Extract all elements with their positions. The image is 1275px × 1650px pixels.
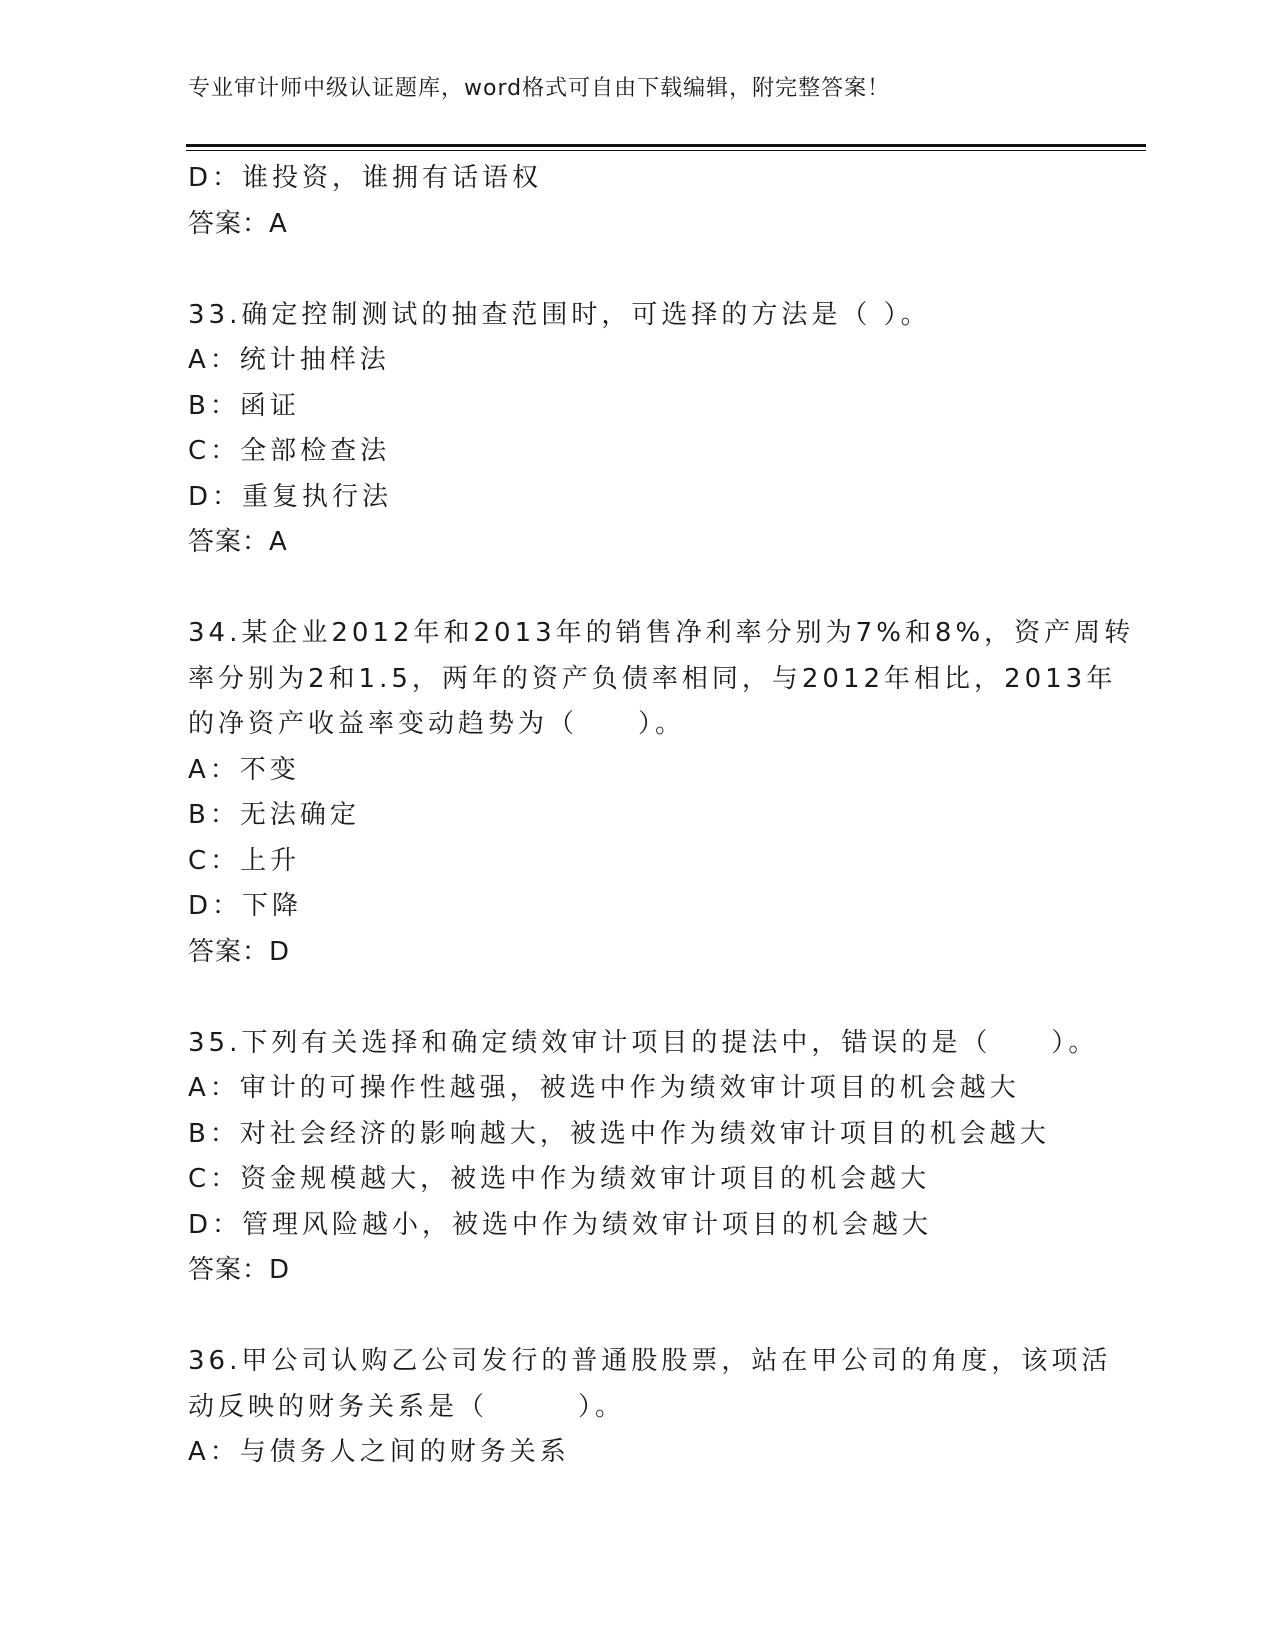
header-divider-thin [186,150,1146,151]
q34-option-a: A：不变 [188,754,300,785]
q34-answer: 答案：D [188,936,291,967]
q34-stem-line-2: 率分别为2和1.5，两年的资产负债率相同，与2012年相比，2013年 [188,663,1117,694]
q33-option-d: D：重复执行法 [188,481,393,512]
q36-stem-line-2: 动反映的财务关系是（ ）。 [188,1391,626,1422]
q36-option-a: A：与债务人之间的财务关系 [188,1437,570,1467]
prev-option-d: D：谁投资，谁拥有话语权 [188,163,543,193]
q33-option-b: B：函证 [188,390,300,421]
q34-option-d: D：下降 [188,891,303,921]
q33-option-a: A：统计抽样法 [188,345,390,375]
header-divider-thick [186,144,1146,147]
q33-stem: 33.确定控制测试的抽查范围时，可选择的方法是（ ）。 [188,299,931,330]
q35-option-c: C：资金规模越大，被选中作为绩效审计项目的机会越大 [188,1164,931,1194]
q34-stem-line-3: 的净资产收益率变动趋势为（ ）。 [188,709,686,739]
q35-option-d: D：管理风险越小，被选中作为绩效审计项目的机会越大 [188,1209,933,1240]
spacer [188,566,1088,612]
spacer [188,1294,1088,1340]
spacer [188,247,1088,293]
q33-option-c: C：全部检查法 [188,436,391,466]
q33-answer: 答案：A [188,527,288,557]
q35-stem: 35.下列有关选择和确定绩效审计项目的提法中，错误的是（ ）。 [188,1027,1099,1058]
q34-option-c: C：上升 [188,845,301,876]
q35-option-a: A：审计的可操作性越强，被选中作为绩效审计项目的机会越大 [188,1073,1020,1103]
prev-answer: 答案：A [188,208,288,239]
question-content [188,156,1135,1476]
q35-option-b: B：对社会经济的影响越大，被选中作为绩效审计项目的机会越大 [188,1118,1050,1149]
page-header: 专业审计师中级认证题库，word格式可自由下载编辑，附完整答案！ [188,76,891,101]
q36-stem-line-1: 36.甲公司认购乙公司发行的普通股股票，站在甲公司的角度，该项活 [188,1346,1112,1376]
q34-option-b: B：无法确定 [188,800,360,830]
q35-answer: 答案：D [188,1255,291,1285]
spacer [188,975,1088,1021]
q34-stem-line-1: 34.某企业2012年和2013年的销售净利率分别为7%和8%，资产周转 [188,618,1135,648]
